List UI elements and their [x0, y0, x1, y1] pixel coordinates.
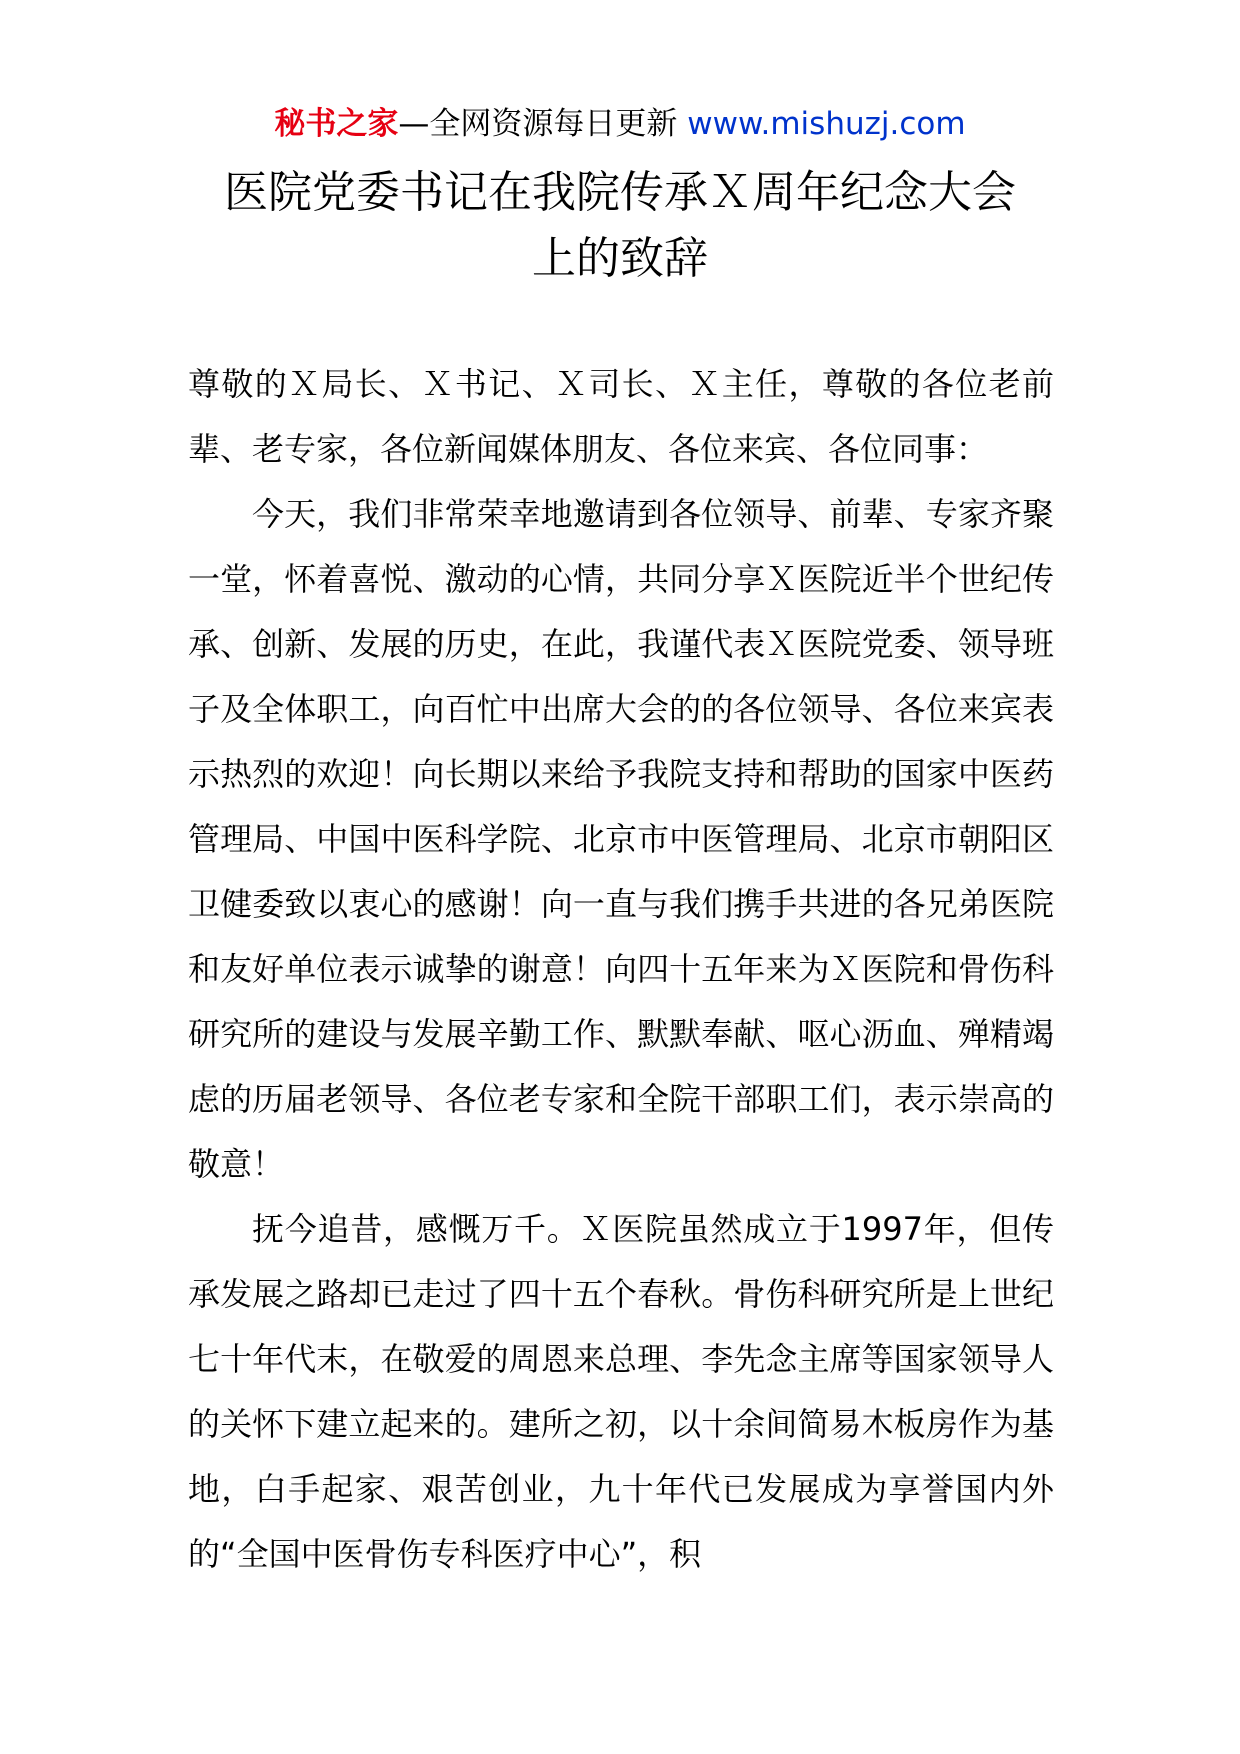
site-header: [0, 100, 1240, 148]
paragraph: 抚今追昔，感慨万千。Ｘ医院虽然成立于1997年，但传承发展之路却已走过了四十五个春秋。骨伤科研究所是上世纪七十年代末，在敬爱的周恩来总理、李先念主席等国家领导人的关怀下建立起来的。建所之初，以十余间简易木板房作为基地，白手起家、艰苦创业，九十年代已发展成为享誉国内外的“全国中医骨伤专科医疗中心”，积: [188, 1210, 1054, 1573]
title-line-2: 上的致辞: [532, 233, 708, 284]
document-title: [120, 160, 1120, 292]
paragraph: 今天，我们非常荣幸地邀请到各位领导、前辈、专家齐聚一堂，怀着喜悦、激动的心情，共同分享Ｘ医院近半个世纪传承、创新、发展的历史，在此，我谨代表Ｘ医院党委、领导班子及全体职工，向百忙中出席大会的的各位领导、各位来宾表示热烈的欢迎！向长期以来给予我院支持和帮助的国家中医药管理局、中国中医科学院、北京市中医管理局、北京市朝阳区卫健委致以衷心的感谢！向一直与我们携手共进的各兄弟医院和友好单位表示诚挚的谢意！向四十五年来为Ｘ医院和骨伤科研究所的建设与发展辛勤工作、默默奉献、呕心沥血、殚精竭虑的历届老领导、各位老专家和全院干部职工们，表示崇高的敬意！: [188, 495, 1054, 1183]
brand-name: 秘书之家: [274, 106, 399, 142]
title-line-1: 医院党委书记在我院传承Ｘ周年纪念大会: [224, 167, 1016, 218]
salutation: 尊敬的Ｘ局长、Ｘ书记、Ｘ司长、Ｘ主任，尊敬的各位老前辈、老专家，各位新闻媒体朋友、各位来宾、各位同事：: [188, 365, 1054, 468]
header-slogan: —全网资源每日更新: [398, 106, 688, 142]
site-url-link[interactable]: www.mishuzj.com: [687, 106, 966, 142]
document-body: [188, 352, 1054, 1587]
